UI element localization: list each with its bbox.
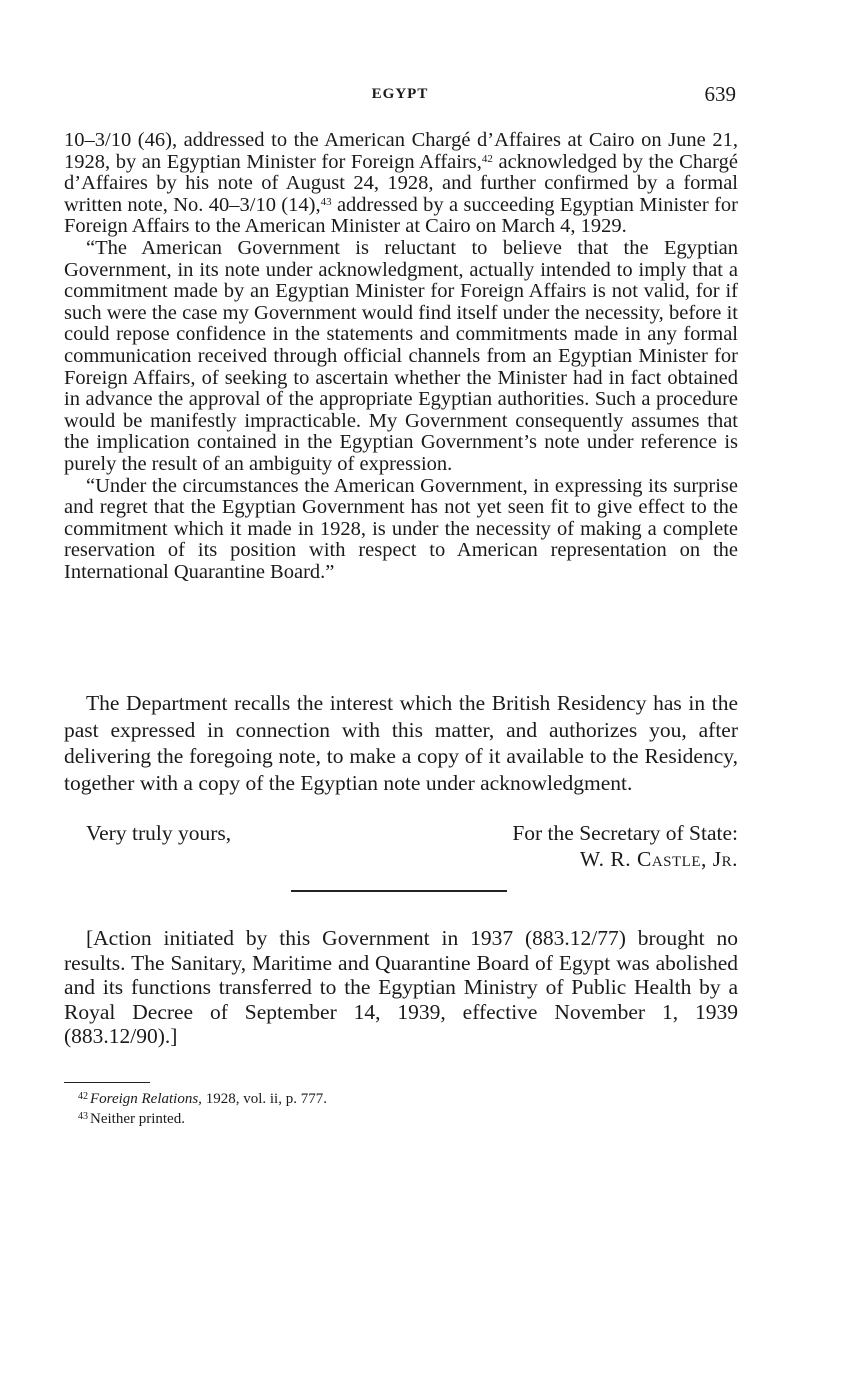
quote-paragraph-1 [64,130,738,238]
page-number: 639 [704,82,736,106]
quoted-note [64,130,738,583]
body-paragraph: The Department recalls the interest which the British Residency has in the past expressed in connection with this matter, and authorizes you, after delivering the foregoing note, to make a copy of it available to the Residency, together with a copy of the Egyptian note under acknowledgment. [64,691,738,795]
quote-text: addressed by a succeeding Egyptian Minister for Foreign Affairs to the American Minister at Cairo on March 4, 1929. [64,193,738,238]
footnote-title: Foreign Relations, [90,1091,202,1107]
quote-paragraph-2: “The American Government is reluctant to believe that the Egyptian Government, in its note under acknowledgment, actually intended to imply that a commitment made by an Egyptian Minister for Foreign Affairs is not valid, for if such were the case my Government would find itself under the necessity, before it could repose confidence in the statements and commitments made in any formal communication received through official channels from an Egyptian Minister for Foreign Affairs, of seeking to ascertain whether the Minister had in fact obtained in advance the approval of the appropriate Egyptian authorities. Such a procedure would be manifestly impracticable. My Government consequently assumes that the implication contained in the Egyptian Government’s note under reference is purely the result of an ambiguity of expression. [64,236,738,475]
closing: Very truly yours, [86,821,232,845]
editorial-note-text: [Action initiated by this Government in 1937 (883.12/77) brought no results. The Sanitary, Maritime and Quarantine Board of Egypt was abolished and its functions transferred to the Egyptian Ministry of Public Health by a Royal Decree of September 14, 1939, effective November 1, 1939 (883.12/90).] [64,926,738,1048]
footnote-ref-43: 43 [320,195,332,208]
footnote-ref-42: 42 [481,152,493,165]
section-divider [291,890,507,892]
footnotes [64,1088,327,1128]
signoff [64,820,738,872]
editorial-note [64,926,738,1049]
footnote-text: Neither printed. [90,1111,185,1127]
instruction-paragraph [64,690,738,796]
signer-title: For the Secretary of State: [512,821,738,845]
quote-text: 10–3/10 (46), addressed to the American Chargé d’Affaires at Cairo on June 21, 1928, by an Egyptian Minister for Foreign Affairs, [64,129,738,173]
running-title: EGYPT [371,86,429,102]
signer-name: W. R. Castle, Jr. [579,847,738,871]
footnote-text: 1928, vol. ii, p. 777. [201,1091,327,1107]
quote-paragraph-3: “Under the circumstances the American Government, in expressing its surprise and regret that the Egyptian Government has not yet seen fit to give effect to the commitment which it made in 1928, is under the necessity of making a complete reservation of its position with respect to American representation on the International Quarantine Board.” [64,474,738,583]
footnote-divider [64,1082,150,1083]
footnote-42 [64,1088,327,1108]
footnote-marker: 42 [78,1091,88,1102]
footnote-marker: 43 [78,1111,88,1122]
footnote-43 [64,1108,327,1128]
page-header [64,82,736,112]
quote-text: acknowledged by the Chargé d’Affaires by his note of August 24, 1928, and further confirmed by a formal written note, No. 40–3/10 (14), [64,150,738,216]
